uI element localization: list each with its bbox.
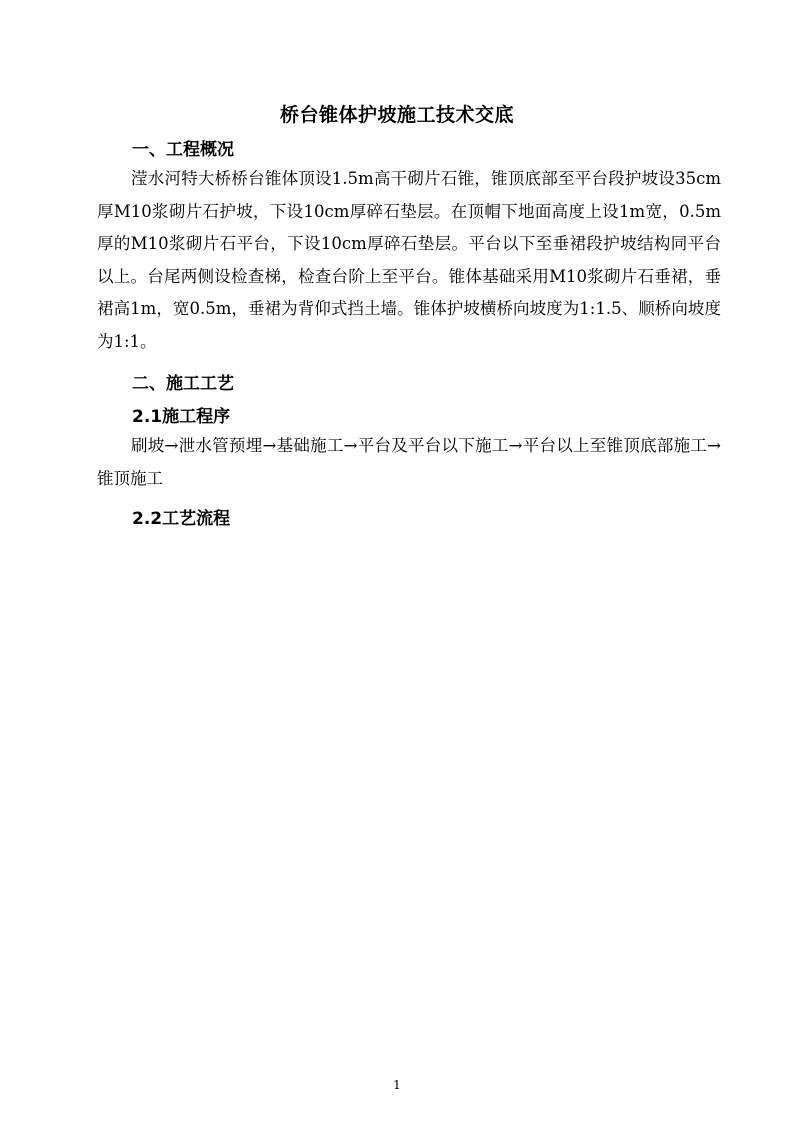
page-number: 1 bbox=[393, 1078, 401, 1092]
subsection-heading-flow: 2.2工艺流程 bbox=[132, 509, 231, 529]
section-heading-process: 二、施工工艺 bbox=[132, 374, 234, 394]
overview-paragraph: 滢水河特大桥桥台锥体顶设1.5m高干砌片石锥，锥顶底部至平台段护坡设35cm厚M10浆砌片石护坡，下设10cm厚碎石垫层。在顶帽下地面高度上设1m宽，0.5m厚的M10浆砌片石平台，下设10cm厚碎石垫层。平台以下至垂裙段护坡结构同平台以上。台尾两侧设检查梯，检查台阶上至平台。锥体基础采用M10浆砌片石垂裙，垂裙高1m，宽0.5m，垂裙为背仰式挡土墙。锥体护坡横桥向坡度为1:1.5、顺桥向坡度为1:1。 bbox=[97, 169, 721, 351]
document-title: 桥台锥体护坡施工技术交底 bbox=[279, 104, 514, 126]
subsection-heading-procedure: 2.1施工程序 bbox=[132, 407, 231, 427]
procedure-paragraph: 刷坡→泄水管预埋→基础施工→平台及平台以下施工→平台以上至锥顶底部施工→锥顶施工 bbox=[97, 436, 721, 488]
section-heading-overview: 一、工程概况 bbox=[132, 140, 234, 160]
